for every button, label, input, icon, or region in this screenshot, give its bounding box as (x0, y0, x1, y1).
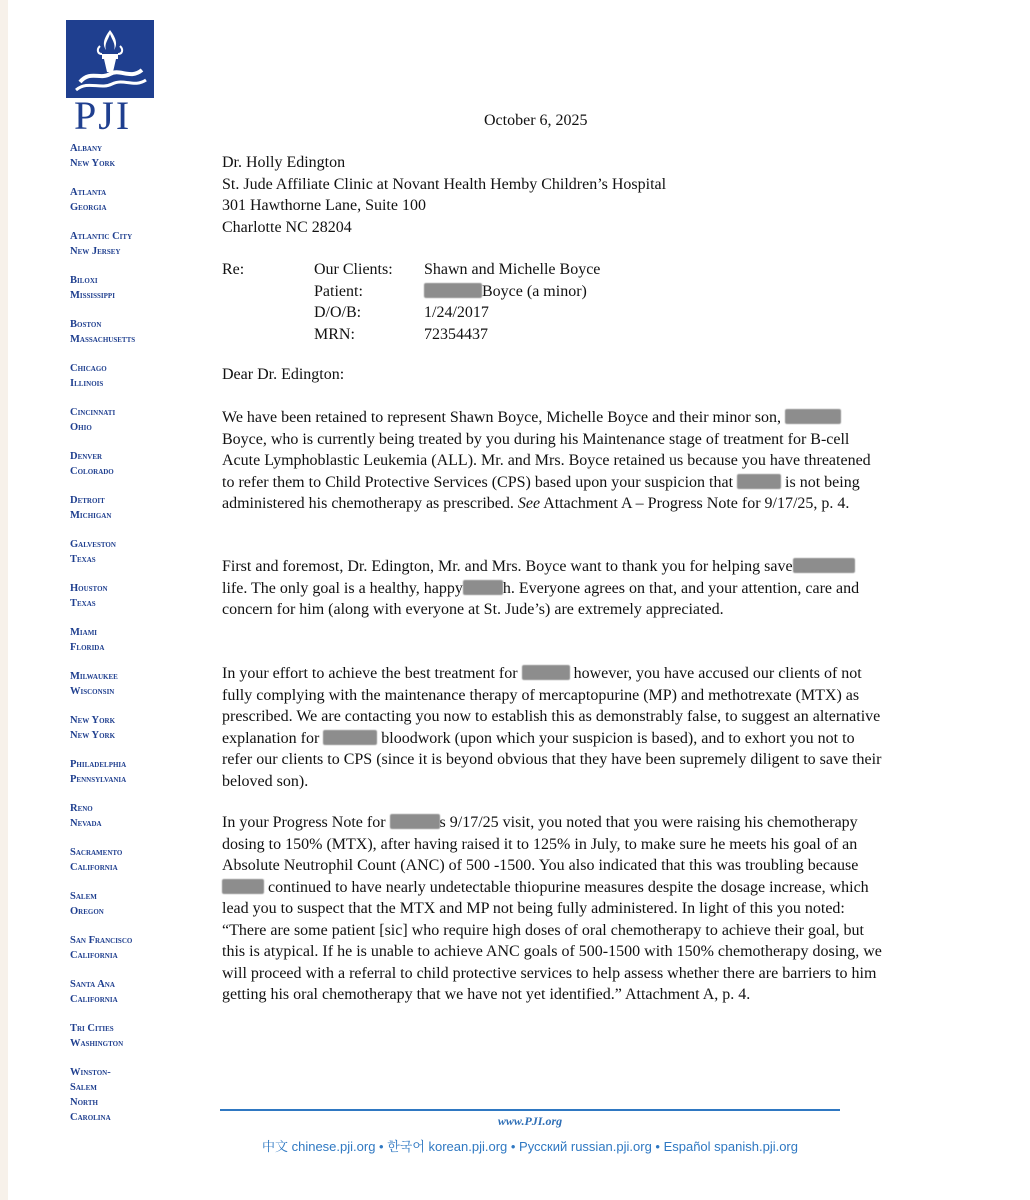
office-city (70, 273, 210, 303)
office-city-line: Mississippi (70, 290, 115, 301)
re-key: D/O/B: (314, 304, 362, 321)
letter-page (8, 0, 1030, 1200)
office-city (70, 801, 210, 831)
address-line: Charlotte NC 28204 (222, 218, 352, 236)
office-city (70, 1065, 210, 1125)
office-city (70, 141, 210, 171)
office-city (70, 537, 210, 567)
office-city-line: Boston (70, 319, 102, 330)
office-city-line: Cincinnati (70, 407, 116, 418)
redaction-bar (463, 580, 503, 595)
re-value: 72354437 (424, 325, 488, 343)
office-city (70, 185, 210, 215)
paragraph-1: We have been retained to represent Shawn Boyce, Michelle Boyce and their minor son, Boyce, who is currently being treated by you during his Maintenance stage of treatment for B-cell Acute Lymphoblastic Leukemia (ALL). Mr. and Mrs. Boyce retained us because you have threatened to refer them to Child Protective Services (CPS) based upon your suspicion that is not being administered his chemotherapy as prescribed. See Attachment A – Progress Note for 9/17/25, p. 4. (222, 409, 871, 512)
redaction-bar (793, 558, 855, 573)
office-city-line: Miami (70, 627, 98, 638)
office-city-line: Massachusetts (70, 334, 136, 345)
redaction-bar (522, 665, 570, 680)
office-city-line: Tri Cities (70, 1023, 114, 1034)
office-city-line: North (70, 1097, 98, 1108)
re-key: Our Clients: (314, 261, 393, 278)
recipient-address (222, 152, 666, 238)
redaction-bar (390, 814, 440, 829)
redaction-bar (785, 409, 841, 424)
office-city (70, 317, 210, 347)
office-city-line: Galveston (70, 539, 116, 550)
address-line: St. Jude Affiliate Clinic at Novant Health Hemby Children’s Hospital (222, 175, 667, 193)
re-key: Patient: (314, 282, 363, 300)
office-city (70, 361, 210, 391)
office-city-line: Oregon (70, 906, 104, 917)
footer-divider (220, 1109, 840, 1111)
office-city-line: Reno (70, 803, 93, 814)
redaction-bar (222, 879, 264, 894)
office-city-line: New York (70, 158, 116, 169)
firm-name: PJI (74, 93, 132, 138)
office-city (70, 581, 210, 611)
office-city-line: Atlanta (70, 187, 107, 198)
office-city-line: Illinois (70, 378, 104, 389)
office-city-line: Florida (70, 642, 105, 653)
office-city (70, 229, 210, 259)
office-city-line: Milwaukee (70, 671, 118, 682)
office-city-line: Sacramento (70, 847, 123, 858)
office-city (70, 933, 210, 963)
office-city-line: Detroit (70, 495, 105, 506)
address-line: Dr. Holly Edington (222, 154, 346, 171)
office-city (70, 625, 210, 655)
office-city-line: Washington (70, 1038, 124, 1049)
office-city-line: New Jersey (70, 246, 121, 257)
salutation: Dear Dr. Edington: (222, 366, 345, 383)
office-city-line: Philadelphia (70, 759, 127, 770)
office-city-line: Albany (70, 143, 103, 154)
redaction-bar (737, 474, 781, 489)
office-city-line: Pennsylvania (70, 774, 127, 785)
office-city-line: Winston- (70, 1067, 111, 1078)
office-city-line: Nevada (70, 818, 102, 829)
redaction-bar (323, 730, 377, 745)
office-city-line: California (70, 994, 118, 1005)
office-city (70, 757, 210, 787)
office-city-line: New York (70, 715, 116, 726)
paragraph-2: First and foremost, Dr. Edington, Mr. and Mrs. Boyce want to thank you for helping save life. The only goal is a healthy, happy h. Everyone agrees on that, and your attention, care and concern for him (along with everyone at St. Jude’s) are extremely appreciated. (222, 558, 860, 618)
office-city (70, 669, 210, 699)
office-city-list (70, 141, 210, 1139)
office-city (70, 1021, 210, 1051)
office-city-line: Biloxi (70, 275, 98, 286)
redaction-bar (424, 283, 482, 298)
office-city-line: Chicago (70, 363, 107, 374)
office-city-line: Wisconsin (70, 686, 115, 697)
office-city (70, 713, 210, 743)
office-city-line: Atlantic City (70, 231, 133, 242)
re-value: 1/24/2017 (424, 304, 489, 321)
footer-language-links[interactable]: 中文 chinese.pji.org • 한국어 korean.pji.org • Русский russian.pji.org • Español spanish.pji.org (261, 1139, 798, 1154)
re-key: MRN: (314, 325, 355, 343)
re-value-patient: Boyce (a minor) (424, 281, 587, 303)
address-line: 301 Hawthorne Lane, Suite 100 (222, 197, 426, 214)
office-city-line: California (70, 950, 118, 961)
office-city (70, 977, 210, 1007)
office-city-line: Colorado (70, 466, 114, 477)
office-city-line: California (70, 862, 118, 873)
office-city-line: Denver (70, 451, 103, 462)
letter-date: October 6, 2025 (484, 112, 588, 129)
office-city (70, 493, 210, 523)
office-city-line: Santa Ana (70, 979, 115, 990)
office-city-line: San Francisco (70, 935, 133, 946)
office-city-line: Carolina (70, 1112, 111, 1123)
paragraph-4: In your Progress Note for s 9/17/25 visit, you noted that you were raising his chemotherapy dosing to 150% (MTX), after having raised it to 125% in July, to make sure he meets his goal of an Absolute Neutrophil Count (ANC) of 500 -1500. You also indicated that this was troubling because continued to have nearly undetectable thiopurine measures despite the dosage increase, which lead you to suspect that the MTX and MP not being fully administered. In light of this you noted: “There are some patient [sic] who require high doses of oral chemotherapy to achieve their goal, but this is atypical. If he is unable to achieve ANC goals of 500-1500 with 150% chemotherapy dosing, we will proceed with a referral to child protective services to help assess whether there are barriers to him getting his oral chemotherapy that we have not yet identified.” Attachment A, p. 4. (222, 814, 882, 1003)
re-block (222, 259, 882, 345)
office-city-line: Ohio (70, 422, 92, 433)
office-city-line: Michigan (70, 510, 112, 521)
office-city-line: Texas (70, 554, 96, 565)
office-city-line: Georgia (70, 202, 107, 213)
office-city-line: Texas (70, 598, 96, 609)
office-city-line: New York (70, 730, 116, 741)
re-value: Shawn and Michelle Boyce (424, 261, 601, 278)
torch-logo-icon (66, 20, 154, 98)
footer-website-link[interactable]: www.PJI.org (497, 1114, 563, 1128)
office-city-line: Salem (70, 891, 97, 902)
office-city (70, 845, 210, 875)
paragraph-3: In your effort to achieve the best treatment for however, you have accused our clients of not fully complying with the maintenance therapy of mercaptopurine (MP) and methotrexate (MTX) as prescribed. We are contacting you now to establish this as demonstrably false, to suggest an alternative explanation for bloodwork (upon which your suspicion is based), and to exhort you not to refer our clients to CPS (since it is beyond obvious that they have been supremely diligent to save their beloved son). (222, 665, 882, 790)
re-label: Re: (222, 261, 245, 278)
office-city (70, 889, 210, 919)
office-city-line: Houston (70, 583, 108, 594)
office-city (70, 449, 210, 479)
office-city (70, 405, 210, 435)
office-city-line: Salem (70, 1082, 97, 1093)
